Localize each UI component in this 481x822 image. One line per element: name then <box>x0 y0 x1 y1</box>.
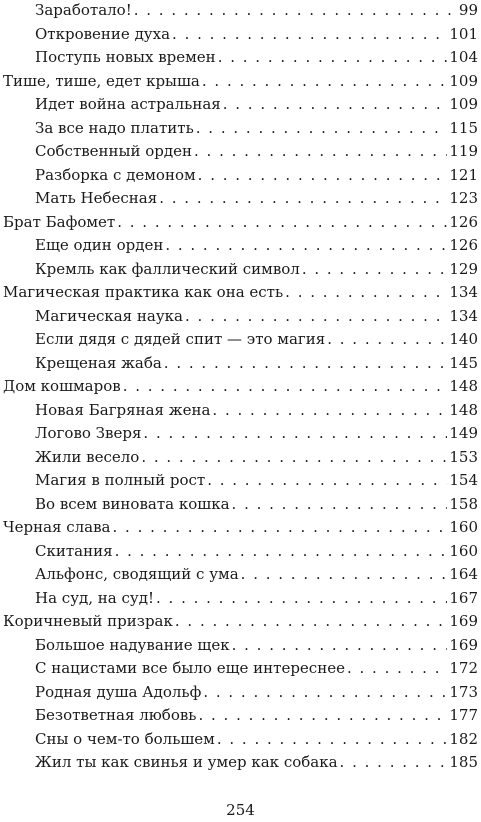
toc-entry-page: 182 <box>449 729 478 748</box>
toc-entry-title: Магическая наука <box>35 306 183 325</box>
toc-entry-title: Новая Багряная жена <box>35 400 211 419</box>
toc-entry-title: Брат Бафомет <box>3 212 116 231</box>
toc-entry-page: 172 <box>449 659 478 677</box>
toc-section-entry <box>35 682 478 702</box>
toc-entry-title: Коричневый призрак <box>3 612 173 630</box>
toc-entry-title: Поступь новых времен <box>35 48 216 66</box>
dot-leader <box>232 494 448 514</box>
toc-section-entry <box>35 447 478 467</box>
dot-leader <box>123 376 448 396</box>
toc-section-entry <box>35 329 478 349</box>
toc-section-entry <box>35 165 478 185</box>
toc-entry-page: 115 <box>449 118 478 137</box>
toc-entry-title: Заработало! <box>35 1 132 19</box>
toc-entry-title: Тише, тише, едет крыша <box>3 71 200 90</box>
toc-entry-title: Откровение духа <box>35 24 171 43</box>
toc-section-entry <box>35 588 478 608</box>
toc-entry-title: Жил ты как свинья и умер как собака <box>35 753 338 771</box>
toc-chapter-entry <box>3 376 478 396</box>
dot-leader <box>196 118 448 138</box>
toc-entry-title: Жили весело <box>35 447 140 466</box>
dot-leader <box>285 282 447 302</box>
toc-section-entry <box>35 47 478 67</box>
toc-entry-title: Родная душа Адольф <box>35 682 202 701</box>
toc-entry-title: Крещеная жаба <box>35 353 162 372</box>
toc-entry-title: Сны о чем-то большем <box>35 729 215 748</box>
toc-entry-page: 134 <box>449 306 478 325</box>
toc-entry-page: 167 <box>449 588 478 607</box>
dot-leader <box>217 729 448 749</box>
toc-section-entry <box>35 729 478 749</box>
toc-entry-title: Идет война астральная <box>35 95 221 113</box>
toc-chapter-entry <box>3 212 478 232</box>
toc-entry-page: 169 <box>449 612 478 630</box>
toc-section-entry <box>35 494 478 514</box>
dot-leader <box>202 71 447 91</box>
dot-leader <box>185 306 447 326</box>
toc-chapter-entry <box>3 71 478 91</box>
toc-entry-title: Во всем виновата кошка <box>35 494 230 513</box>
toc-chapter-entry <box>3 282 478 302</box>
toc-section-entry <box>35 306 478 326</box>
toc-entry-title: С нацистами все было еще интереснее <box>35 659 345 677</box>
toc-entry-page: 109 <box>449 71 478 90</box>
toc-entry-page: 123 <box>449 189 478 207</box>
toc-entry-title: Разборка с демоном <box>35 165 196 184</box>
dot-leader <box>302 259 448 279</box>
toc-section-entry <box>35 188 478 208</box>
toc-entry-page: 99 <box>458 1 478 19</box>
dot-leader <box>143 423 447 443</box>
toc-section-entry <box>35 94 478 114</box>
toc-section-entry <box>35 541 478 561</box>
dot-leader <box>218 47 448 67</box>
toc-entry-page: 148 <box>449 400 478 419</box>
toc-entry-page: 121 <box>449 165 478 184</box>
toc-entry-title: Скитания <box>35 541 113 560</box>
toc-entry-page: 149 <box>449 424 478 442</box>
dot-leader <box>207 470 447 490</box>
dot-leader <box>241 564 448 584</box>
toc-chapter-entry <box>3 611 478 631</box>
toc-entry-page: 104 <box>449 48 478 66</box>
toc-section-entry <box>35 141 478 161</box>
toc-section-entry <box>35 635 478 655</box>
toc-chapter-entry <box>3 517 478 537</box>
toc-entry-title: Безответная любовь <box>35 706 197 724</box>
toc-entry-page: 119 <box>449 142 478 160</box>
toc-section-entry <box>35 470 478 490</box>
toc-entry-page: 126 <box>449 212 478 231</box>
toc-section-entry <box>35 0 478 20</box>
toc-section-entry <box>35 564 478 584</box>
toc-entry-title: Если дядя с дядей спит — это магия <box>35 330 326 348</box>
toc-entry-title: Альфонс, сводящий с ума <box>35 565 239 583</box>
toc-entry-page: 185 <box>449 753 478 771</box>
toc-entry-page: 154 <box>449 471 478 489</box>
toc-entry-title: Еще один орден <box>35 236 164 254</box>
dot-leader <box>327 329 447 349</box>
toc-section-entry <box>35 400 478 420</box>
toc-entry-page: 148 <box>449 377 478 395</box>
dot-leader <box>165 235 447 255</box>
toc-entry-page: 126 <box>449 236 478 254</box>
dot-leader <box>347 658 447 678</box>
page-number: 254 <box>226 801 255 819</box>
toc-entry-page: 160 <box>449 541 478 560</box>
toc-entry-title: Магия в полный рост <box>35 471 206 489</box>
dot-leader <box>212 400 447 420</box>
toc-entry-page: 140 <box>449 330 478 348</box>
toc-entry-page: 101 <box>449 24 478 43</box>
toc-entry-title: Дом кошмаров <box>3 377 121 395</box>
toc-entry-page: 158 <box>449 494 478 513</box>
toc-entry-title: Мать Небесная <box>35 189 158 207</box>
dot-leader <box>203 682 447 702</box>
toc-entry-page: 129 <box>449 259 478 278</box>
toc-entry-page: 109 <box>449 95 478 113</box>
toc-entry-page: 160 <box>449 518 478 536</box>
toc-section-entry <box>35 705 478 725</box>
dot-leader <box>164 353 448 373</box>
toc-section-entry <box>35 259 478 279</box>
toc-entry-page: 145 <box>449 353 478 372</box>
toc-section-entry <box>35 658 478 678</box>
dot-leader <box>159 188 447 208</box>
dot-leader <box>223 94 448 114</box>
toc-entry-title: Кремль как фаллический символ <box>35 259 300 278</box>
dot-leader <box>175 611 447 631</box>
dot-leader <box>198 705 447 725</box>
dot-leader <box>172 24 447 44</box>
dot-leader <box>156 588 447 608</box>
toc-section-entry <box>35 423 478 443</box>
toc-section-entry <box>35 24 478 44</box>
toc-entry-page: 164 <box>449 565 478 583</box>
dot-leader <box>117 212 447 232</box>
toc-entry-page: 173 <box>449 682 478 701</box>
toc-entry-page: 169 <box>449 635 478 654</box>
toc-section-entry <box>35 353 478 373</box>
toc-entry-page: 177 <box>449 706 478 724</box>
toc-entry-title: Логово Зверя <box>35 424 142 442</box>
dot-leader <box>141 447 447 467</box>
toc-entry-page: 153 <box>449 447 478 466</box>
toc-section-entry <box>35 118 478 138</box>
toc-entry-title: За все надо платить <box>35 118 194 137</box>
toc-entry-title: Магическая практика как она есть <box>3 283 284 301</box>
toc-entry-title: Большое надувание щек <box>35 635 230 654</box>
toc-entry-title: На суд, на суд! <box>35 588 154 607</box>
dot-leader <box>113 517 448 537</box>
toc-section-entry <box>35 752 478 772</box>
toc-entry-title: Собственный орден <box>35 142 193 160</box>
dot-leader <box>134 0 457 20</box>
dot-leader <box>340 752 448 772</box>
toc-section-entry <box>35 235 478 255</box>
dot-leader <box>194 141 447 161</box>
toc-entry-page: 134 <box>449 283 478 301</box>
dot-leader <box>198 165 448 185</box>
toc-entry-title: Черная слава <box>3 518 111 536</box>
dot-leader <box>115 541 448 561</box>
dot-leader <box>232 635 448 655</box>
